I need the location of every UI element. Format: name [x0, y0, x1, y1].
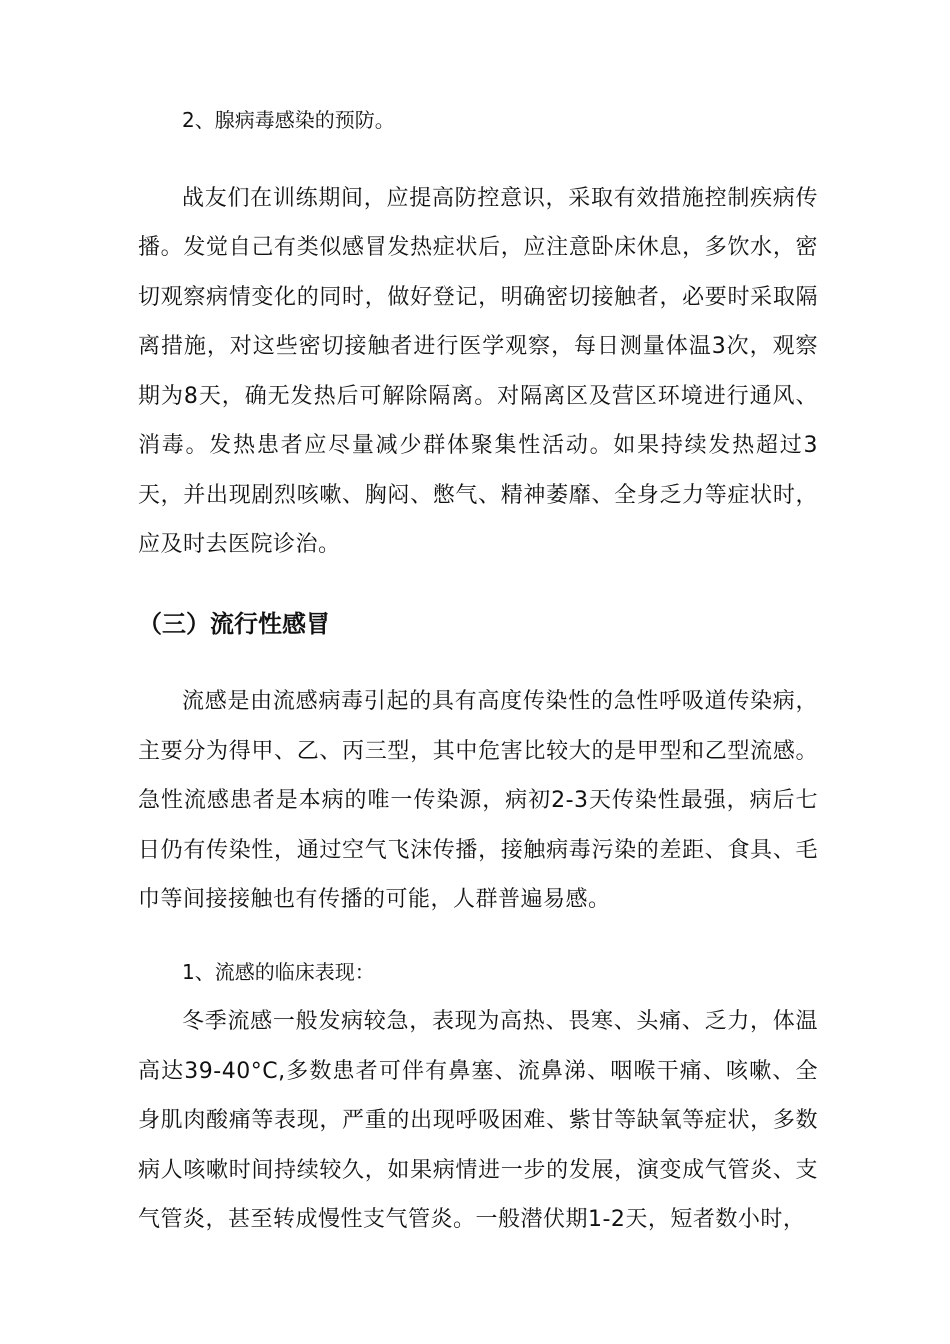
paragraph-influenza-intro: 流感是由流感病毒引起的具有高度传染性的急性呼吸道传染病，主要分为得甲、乙、丙三型，其中危害比较大的是甲型和乙型流感。急性流感患者是本病的唯一传染源，病初2-3天传染性最强，病后七日仍有传染性，通过空气飞沫传播，接触病毒污染的差距、食具、毛巾等间接接触也有传播的可能，人群普遍易感。 [138, 689, 818, 912]
paragraph-prevention: 战友们在训练期间，应提高防控意识，采取有效措施控制疾病传播。发觉自己有类似感冒发热症状后，应注意卧床休息，多饮水，密切观察病情变化的同时，做好登记，明确密切接触者，必要时采取隔离措施，对这些密切接触者进行医学观察，每日测量体温3次，观察期为8天，确无发热后可解除隔离。对隔离区及营区环境进行通风、消毒。发热患者应尽量减少群体聚集性活动。如果持续发热超过3天，并出现剧烈咳嗽、胸闷、憋气、精神萎靡、全身乏力等症状时，应及时去医院诊治。 [138, 185, 818, 557]
paragraph-influenza-clinical: 冬季流感一般发病较急，表现为高热、畏寒、头痛、乏力，体温高达39-40°C,多数患者可伴有鼻塞、流鼻涕、咽喉干痛、咳嗽、全身肌肉酸痛等表现，严重的出现呼吸困难、紫甘等缺氧等症状，多数病人咳嗽时间持续较久，如果病情进一步的发展，演变成气管炎、支气管炎，甚至转成慢性支气管炎。一般潜伏期1-2天，短者数小时， [138, 1009, 818, 1232]
document-body [138, 96, 818, 1245]
spacer [138, 649, 818, 677]
spacer [138, 146, 818, 174]
heading-influenza-clinical: 1、流感的临床表现： [182, 959, 375, 984]
heading-adenovirus-prevention: 2、腺病毒感染的预防。 [182, 108, 395, 132]
spacer [138, 925, 818, 948]
spacer [138, 570, 818, 600]
section-title-influenza: （三）流行性感冒 [138, 609, 330, 638]
